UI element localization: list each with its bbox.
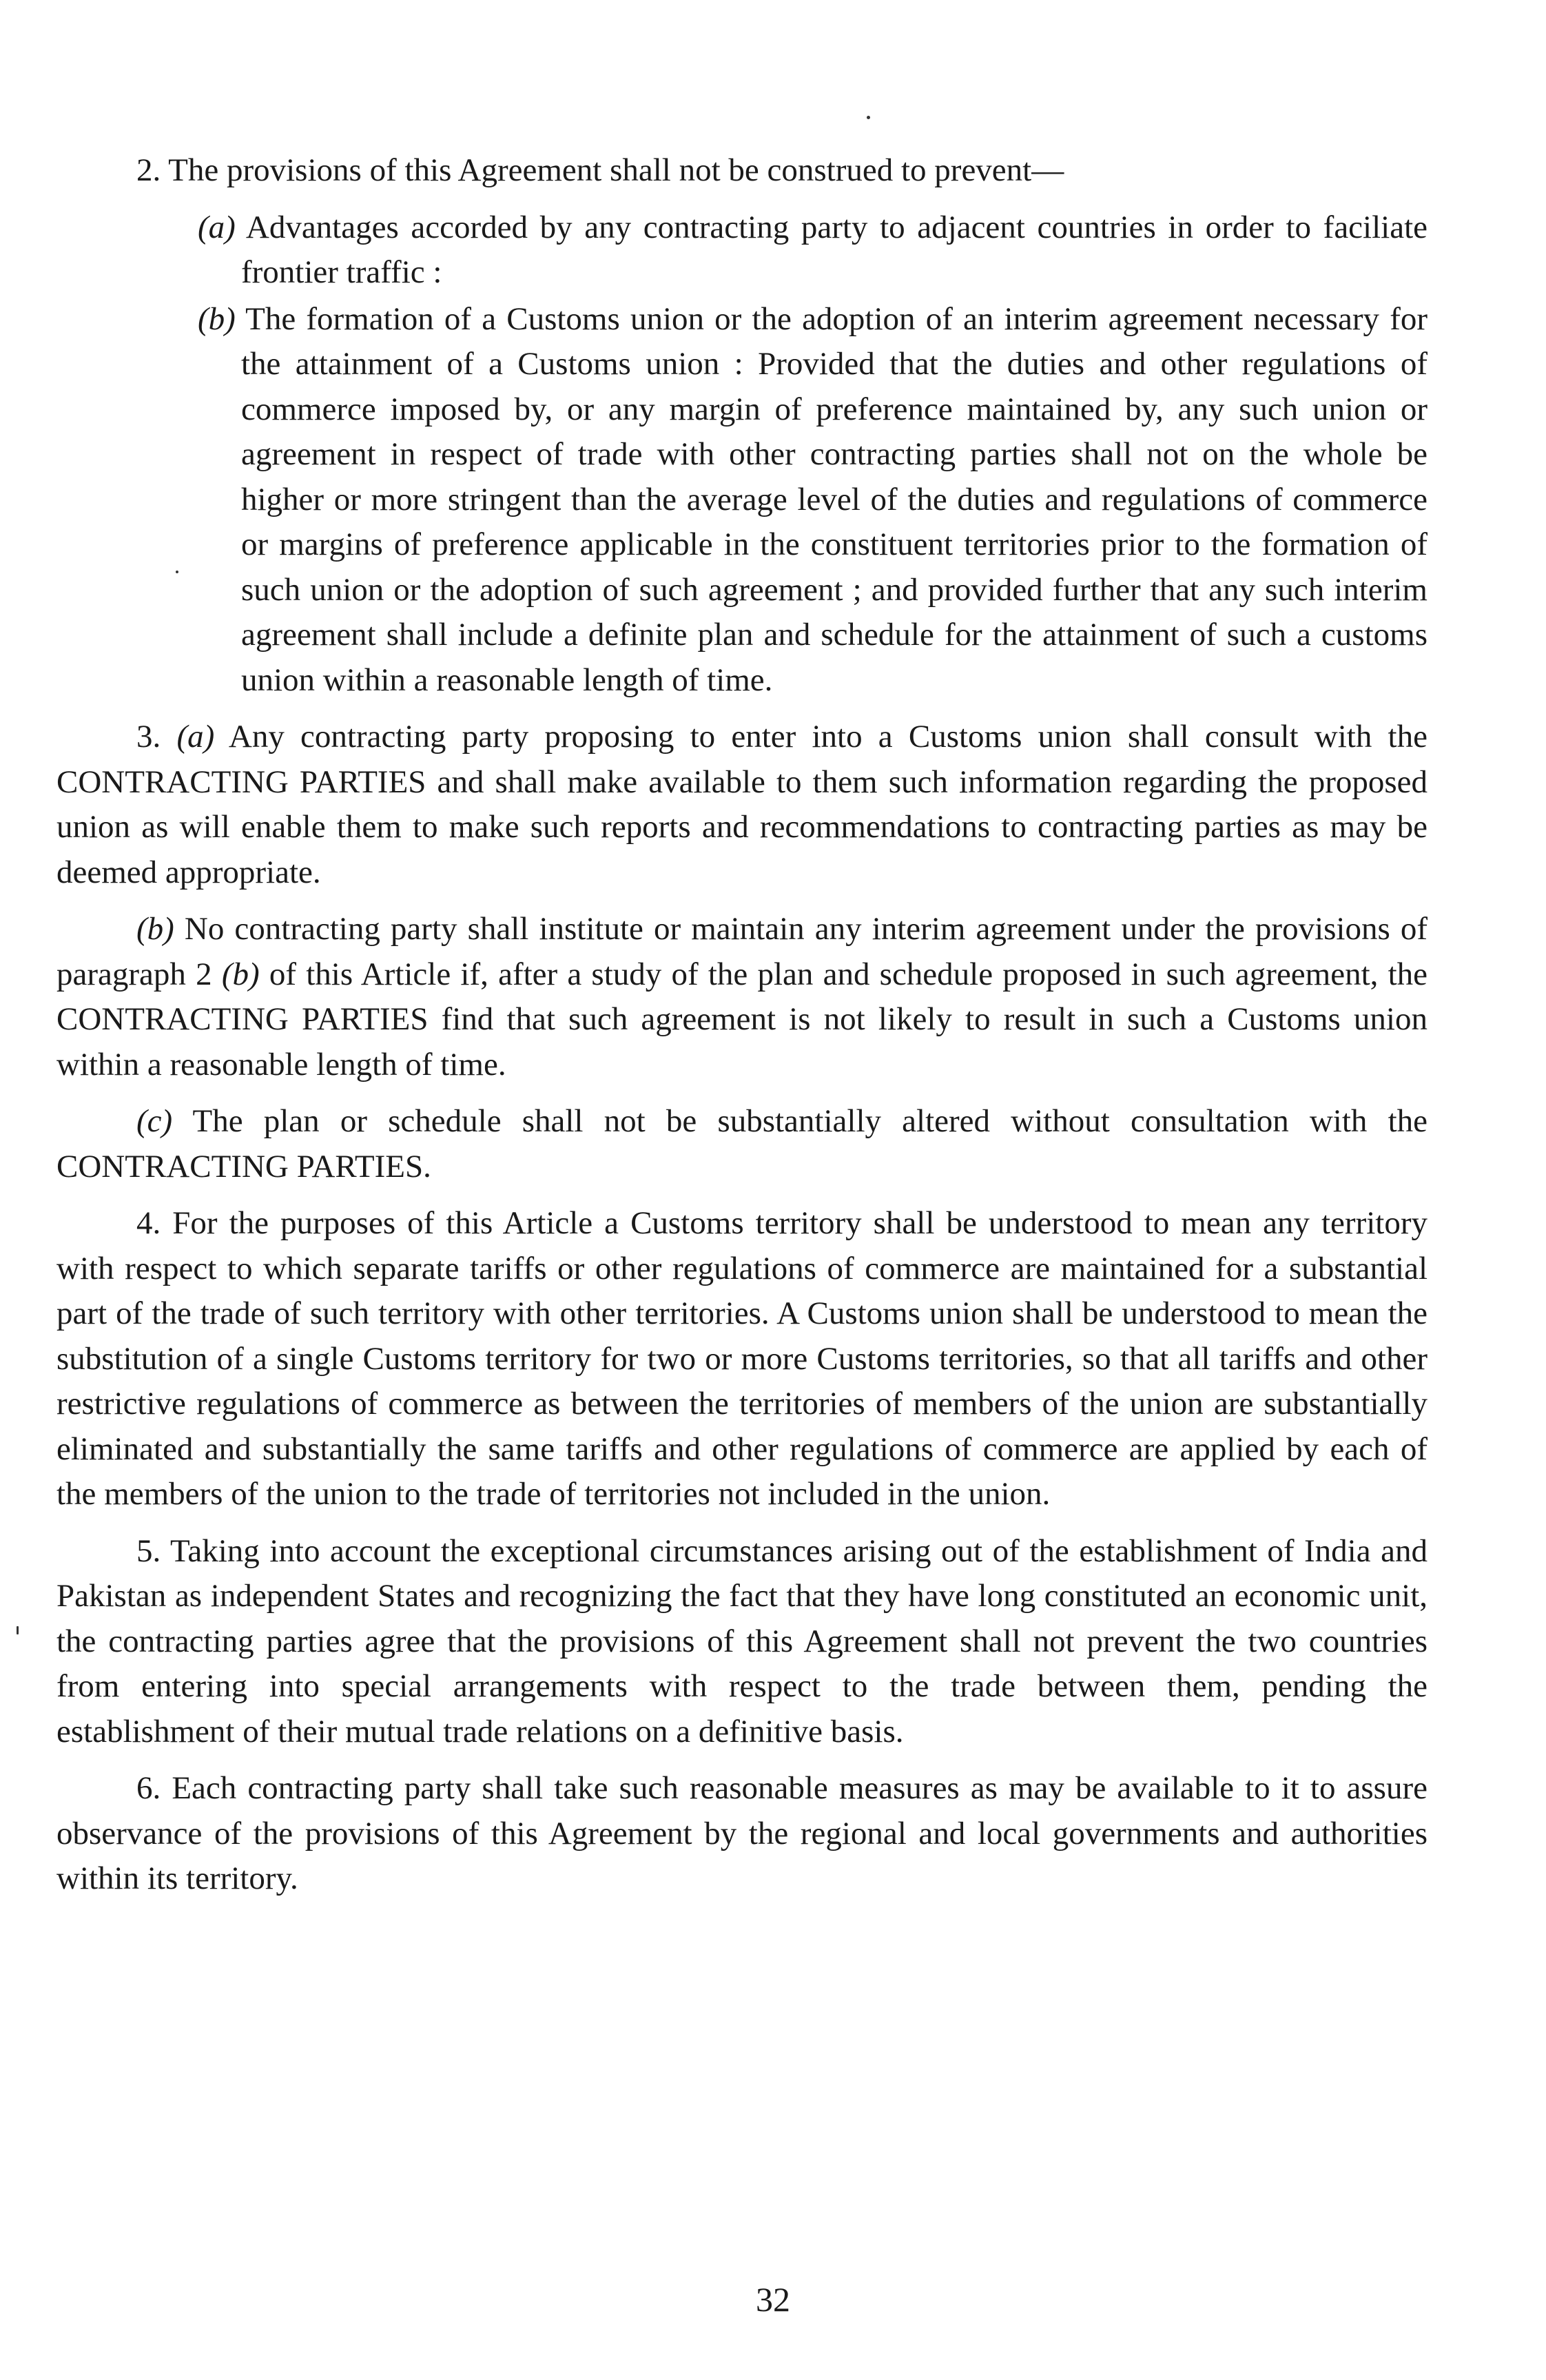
paragraph-5-text: 5. Taking into account the exceptional circumstances arising out of the establishment of India and Pakistan as independent States and recognizing the fact that they have long constituted an economic unit, the contracting parties agree that the provisions of this Agreement shall not prevent the two countries from entering into special arrangements with respect to the trade between them, pending the establishment of their mutual trade relations on a definitive basis. — [56, 1532, 1428, 1750]
paragraph-5 — [56, 1529, 1428, 1755]
subparagraph-2a-mark: (a) — [198, 209, 236, 245]
paragraph-3a-mark: (a) — [176, 719, 215, 755]
paragraph-3a — [56, 715, 1428, 895]
print-speck — [867, 116, 870, 119]
paragraph-4 — [56, 1201, 1428, 1517]
subparagraph-2b-mark: (b) — [198, 300, 236, 337]
paragraph-3a-text: Any contracting party proposing to enter into a Customs union shall consult with the CONTRACTING PARTIES and shall make available to them such information regarding the proposed union as will enable them to make such reports and recommendations to contracting parties as may be deemed appropriate. — [56, 719, 1428, 890]
print-speck — [17, 1626, 19, 1634]
subparagraph-2b — [56, 297, 1428, 704]
paragraph-6-text: 6. Each contracting party shall take such reasonable measures as may be available to it to assure observance of the provisions of this Agreement by the regional and local governments and authorities within its territory. — [56, 1770, 1428, 1896]
paragraph-3-number: 3. — [136, 719, 161, 755]
document-body — [56, 148, 1428, 1914]
subparagraph-2a — [56, 205, 1428, 296]
paragraph-3b-text-before: No contracting party shall institute or maintain any interim agreement under the provisions of paragraph 2 — [56, 911, 1428, 992]
paragraph-2-lead — [56, 148, 1428, 194]
paragraph-2-lead-text: 2. The provisions of this Agreement shall not be construed to prevent— — [136, 152, 1064, 188]
paragraph-3b-text-after: of this Article if, after a study of the plan and schedule proposed in such agreement, the CONTRACTING PARTIES find that such agreement is not likely to result in such a Customs union within a reasonable length of time. — [56, 956, 1428, 1083]
subparagraph-2b-text: The formation of a Customs union or the adoption of an interim agreement necessary for the attainment of a Customs union : Provided that the duties and other regulations of commerce imposed by, or any margin of preference maintained by, any such union or agreement in respect of trade with other contracting parties shall not on the whole be higher or more stringent than the average level of the duties and regulations of commerce or margins of preference applicable in the constituent territories prior to the formation of such union or the adoption of such agreement ; and provided further that any such interim agreement shall include a definite plan and schedule for the attainment of such a customs union within a reasonable length of time. — [241, 300, 1428, 698]
paragraph-4-text: 4. For the purposes of this Article a Customs territory shall be understood to mean any territory with respect to which separate tariffs or other regulations of commerce are maintained for a substantial part of the trade of such territory with other territories. A Customs union shall be understood to mean the substitution of a single Customs territory for two or more Customs territories, so that all tariffs and other restrictive regulations of commerce as between the territories of members of the union are substantially eliminated and substantially the same tariffs and other regulations of commerce are applied by each of the members of the union to the trade of territories not included in the union. — [56, 1205, 1428, 1512]
paragraph-3c-mark: (c) — [136, 1103, 173, 1139]
paragraph-6 — [56, 1766, 1428, 1902]
paragraph-3b-reference: (b) — [221, 956, 260, 992]
subparagraph-2a-text: Advantages accorded by any contracting party to adjacent countries in order to faciliate frontier traffic : — [241, 209, 1428, 290]
paragraph-3c — [56, 1099, 1428, 1189]
paragraph-3b-mark: (b) — [136, 911, 174, 947]
paragraph-3b — [56, 907, 1428, 1087]
page-number: 32 — [756, 2280, 790, 2319]
paragraph-3c-text: The plan or schedule shall not be substantially altered without consultation with the CONTRACTING PARTIES. — [56, 1103, 1428, 1184]
